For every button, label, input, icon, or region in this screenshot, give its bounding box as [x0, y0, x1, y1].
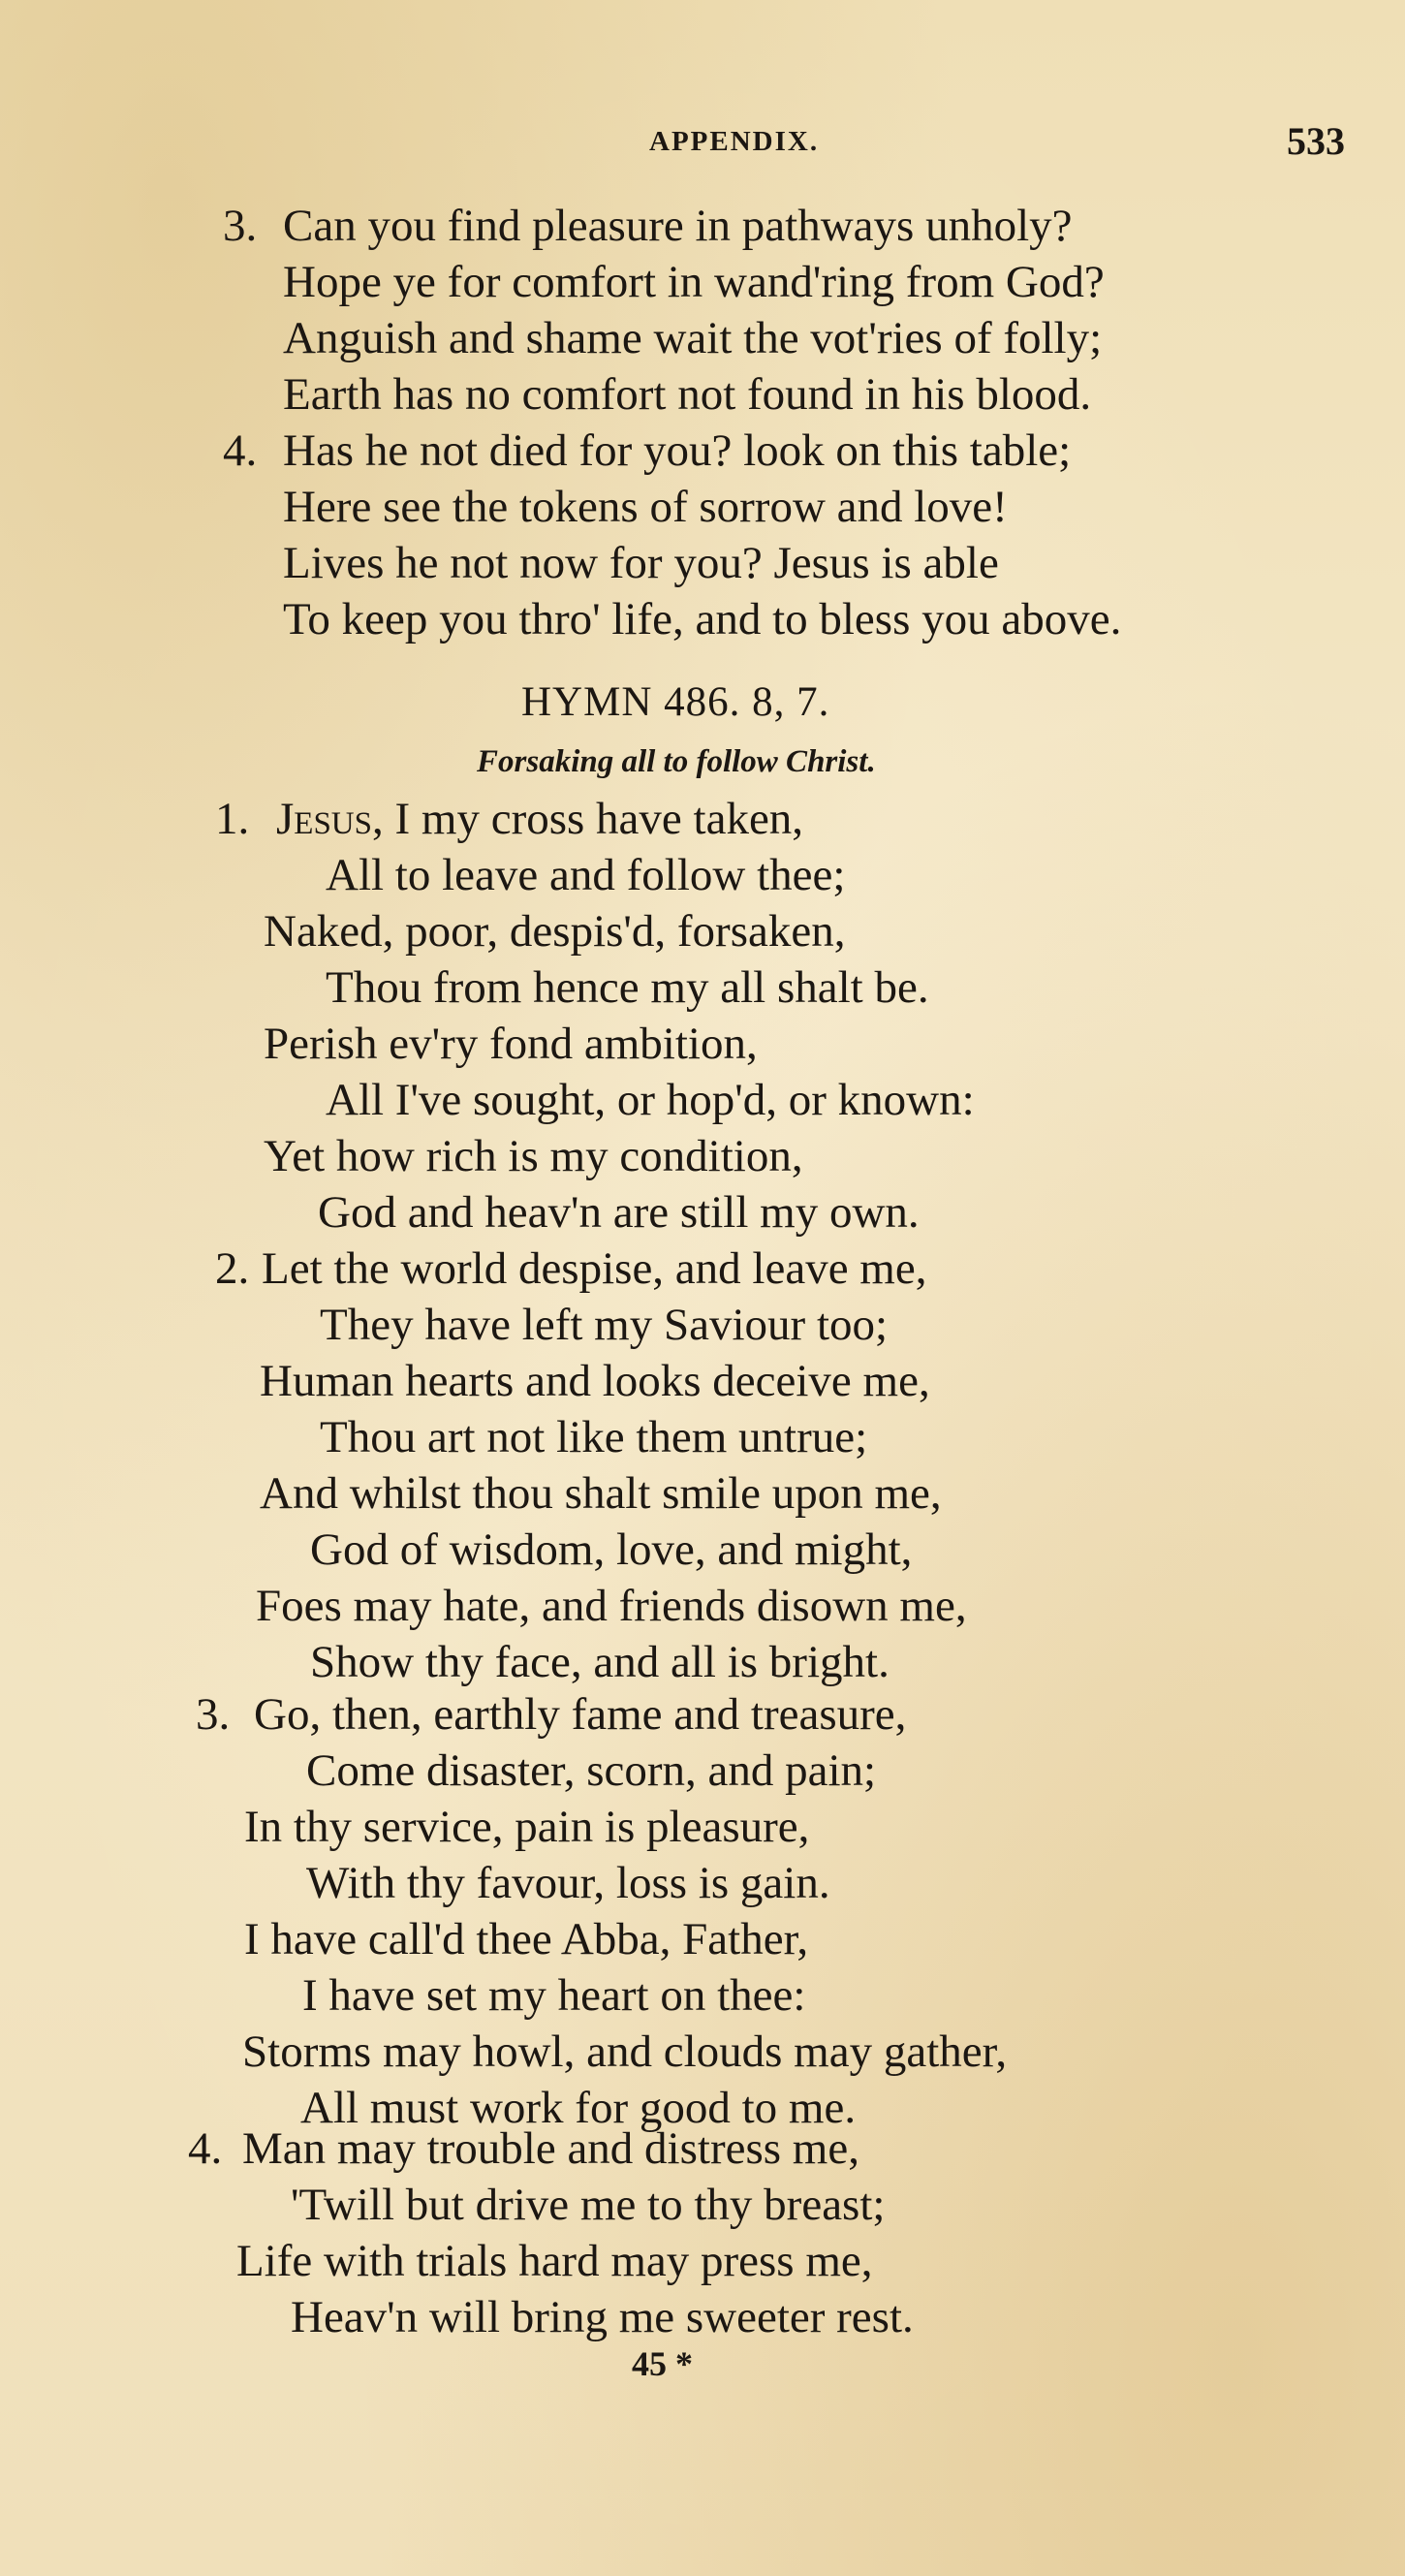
verse-line: Life with trials hard may press me,: [236, 2236, 873, 2286]
hymn-stanza-1: [0, 791, 1405, 1241]
verse-line: Thou from hence my all shalt be.: [326, 962, 929, 1013]
verse-line: Here see the tokens of sorrow and love!: [283, 482, 1008, 532]
verse-line: Lives he not now for you? Jesus is able: [283, 538, 999, 588]
verse-line: I have set my heart on thee:: [302, 1970, 806, 2021]
hymn-subtitle: Forsaking all to follow Christ.: [477, 744, 876, 779]
verse-line: 4. Man may trouble and distress me,: [0, 2120, 1405, 2177]
stanza-number: 1.: [215, 794, 250, 844]
verse-line: Yet how rich is my condition,: [264, 1131, 803, 1181]
hymn-stanza-3: [0, 1686, 1405, 2136]
verse-line: Heav'n will bring me sweeter rest.: [291, 2292, 914, 2342]
verse-line: All I've sought, or hop'd, or known:: [326, 1075, 975, 1125]
stanza-number: 3.: [223, 201, 258, 251]
verse-line: Earth has no comfort not found in his blood.: [283, 369, 1092, 420]
verse-line: To keep you thro' life, and to bless you above.: [283, 594, 1122, 644]
verse-line: Show thy face, and all is bright.: [310, 1637, 890, 1687]
verse-line: Anguish and shame wait the vot'ries of folly;: [283, 313, 1103, 363]
verse-line: I have call'd thee Abba, Father,: [244, 1914, 809, 1964]
prev-hymn-stanza-4: [0, 423, 1405, 647]
verse-line: Storms may howl, and clouds may gather,: [242, 2026, 1008, 2077]
verse-line: Come disaster, scorn, and pain;: [306, 1745, 877, 1796]
hymn-stanza-2: [0, 1241, 1405, 1690]
verse-line: 'Twill but drive me to thy breast;: [291, 2180, 886, 2230]
verse-line: 3. Go, then, earthly fame and treasure,: [0, 1686, 1405, 1743]
verse-line: Hope ye for comfort in wand'ring from God?: [283, 257, 1105, 307]
verse-line: They have left my Saviour too;: [320, 1300, 889, 1350]
stanza-number: 3.: [196, 1689, 231, 1740]
page-number: 533: [1287, 119, 1345, 163]
prev-hymn-stanza-3: [0, 198, 1405, 423]
verse-line: God of wisdom, love, and might,: [310, 1524, 913, 1575]
hymn-stanza-4: [0, 2120, 1405, 2345]
verse-line: In thy service, pain is pleasure,: [244, 1802, 810, 1852]
verse-line: All to leave and follow thee;: [326, 850, 846, 900]
verse-line: 3. Can you find pleasure in pathways unholy?: [0, 198, 1405, 254]
verse-line: 2. Let the world despise, and leave me,: [0, 1241, 1405, 1297]
verse-line: Naked, poor, despis'd, forsaken,: [264, 906, 846, 957]
hymn-title: HYMN 486. 8, 7.: [521, 679, 830, 725]
verse-line: Human hearts and looks deceive me,: [260, 1356, 930, 1406]
running-head: APPENDIX.: [649, 126, 820, 157]
page-header: [0, 118, 1405, 167]
verse-line: And whilst thou shalt smile upon me,: [260, 1468, 942, 1519]
verse-line: 4. Has he not died for you? look on this table;: [0, 423, 1405, 479]
verse-line: 1. Jesus, I my cross have taken,: [0, 791, 1405, 847]
stanza-number: 4.: [188, 2123, 223, 2174]
verse-line: Thou art not like them untrue;: [320, 1412, 868, 1462]
stanza-number: 2.: [215, 1243, 250, 1294]
signature-mark: 45 *: [632, 2344, 693, 2383]
stanza-number: 4.: [223, 425, 258, 476]
verse-line: With thy favour, loss is gain.: [306, 1858, 830, 1908]
verse-line: God and heav'n are still my own.: [318, 1187, 920, 1238]
verse-line: All must work for good to me.: [300, 2083, 857, 2133]
first-word: Jesus,: [276, 794, 384, 844]
verse-line: Perish ev'ry fond ambition,: [264, 1019, 758, 1069]
verse-line: Foes may hate, and friends disown me,: [256, 1581, 967, 1631]
